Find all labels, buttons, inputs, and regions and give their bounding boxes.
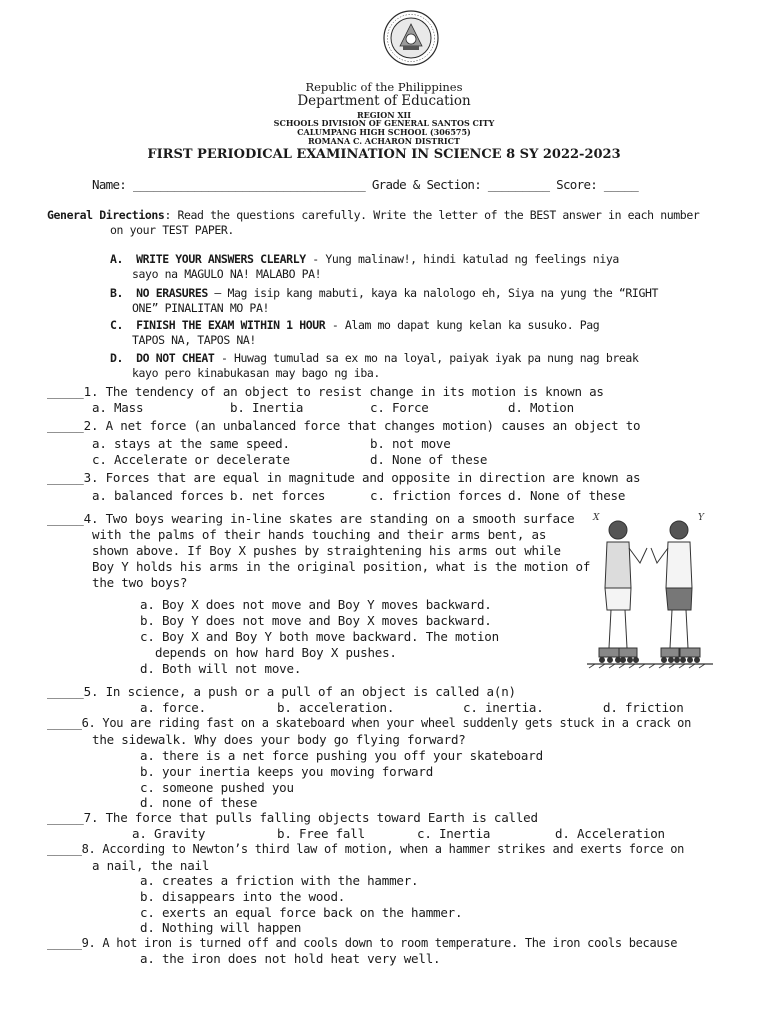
question-8: _____8. According to Newton’s third law of motion, when a hammer strikes and exerts force on (47, 842, 685, 856)
header-region: REGION XII (356, 110, 412, 120)
q4-line-5: the two boys? (92, 575, 188, 590)
question-2: _____2. A net force (an unbalanced force that changes motion) causes an object to (47, 418, 641, 433)
question-3: _____3. Forces that are equal in magnitude and opposite in direction are known as (47, 470, 641, 485)
q4-line-4: Boy Y holds his arms in the original position, what is the motion of (92, 559, 591, 574)
q4-line-3: shown above. If Boy X pushes by straightening his arms out while (92, 543, 561, 558)
directions-line-1 (47, 208, 699, 222)
header-republic: Republic of the Philippines (305, 80, 463, 94)
q8-choice-d: d. Nothing will happen (140, 920, 302, 935)
q2-choice-b: b. not move (370, 436, 451, 451)
directions-line-2: on your TEST PAPER. (110, 223, 234, 237)
q4-choice-b: b. Boy Y does not move and Boy X moves backward. (140, 613, 492, 628)
student-info-line: Name: __________________________________ Grade & Section: _________ Score: _____ (92, 177, 639, 192)
q2-choice-a: a. stays at the same speed. (92, 436, 290, 451)
rule-a-line-2: sayo na MAGULO NA! MALABO PA! (132, 267, 322, 281)
q1-choice-d: d. Motion (508, 400, 574, 415)
q3-choice-a: a. balanced forces (92, 488, 224, 503)
q8-choice-b: b. disappears into the wood. (140, 889, 346, 904)
q8-choice-a: a. creates a friction with the hammer. (140, 873, 419, 888)
two-boys-skates-figure (585, 508, 715, 673)
q3-choice-d: d. None of these (508, 488, 626, 503)
q7-choice-c: c. Inertia (417, 826, 491, 841)
rule-d: D. DO NOT CHEAT - Huwag tumulad sa ex mo na loyal, paiyak iyak pa nung nag break (110, 351, 639, 365)
q1-choice-a: a. Mass (92, 400, 144, 415)
q3-choice-c: c. friction forces (370, 488, 502, 503)
deped-seal-icon (383, 10, 439, 66)
q6-line-2: the sidewalk. Why does your body go flying forward? (92, 732, 466, 747)
header-school: CALUMPANG HIGH SCHOOL (306575) (297, 127, 471, 137)
q6-choice-c: c. someone pushed you (140, 780, 294, 795)
q5-choice-c: c. inertia. (463, 700, 544, 715)
q6-choice-b: b. your inertia keeps you moving forward (140, 764, 434, 779)
directions-text: : Read the questions carefully. Write the letter of the BEST answer in each number (164, 208, 700, 222)
boy-x-figure (599, 521, 647, 663)
q4-choice-c-cont: depends on how hard Boy X pushes. (155, 645, 397, 660)
q4-choice-d: d. Both will not move. (140, 661, 302, 676)
q5-choice-b: b. acceleration. (277, 700, 395, 715)
q5-choice-a: a. force. (140, 700, 206, 715)
q2-choice-c: c. Accelerate or decelerate (92, 452, 290, 467)
rule-c-line-2: TAPOS NA, TAPOS NA! (132, 333, 256, 347)
q1-choice-b: b. Inertia (230, 400, 304, 415)
figure-label-x: X (593, 513, 600, 523)
header-division: SCHOOLS DIVISION OF GENERAL SANTOS CITY (273, 118, 495, 128)
header-department: Department of Education (297, 93, 471, 109)
q7-choice-b: b. Free fall (277, 826, 365, 841)
rule-d-line-2: kayo pero kinabukasan may bago ng iba. (132, 366, 380, 380)
rule-a: A. WRITE YOUR ANSWERS CLEARLY - Yung malinaw!, hindi katulad ng feelings niya (110, 252, 619, 266)
q3-choice-b: b. net forces (230, 488, 326, 503)
q1-choice-c: c. Force (370, 400, 429, 415)
question-4: _____4. Two boys wearing in-line skates are standing on a smooth surface (47, 511, 575, 526)
q6-choice-d: d. none of these (140, 795, 258, 810)
figure-label-y: Y (698, 513, 704, 523)
q5-choice-d: d. friction (603, 700, 684, 715)
rule-b-line-2: ONE” PINALITAN MO PA! (132, 301, 269, 315)
question-5: _____5. In science, a push or a pull of an object is called a(n) (47, 684, 516, 699)
rule-c: C. FINISH THE EXAM WITHIN 1 HOUR - Alam mo dapat kung kelan ka susuko. Pag (110, 318, 600, 332)
directions-label: General Directions (47, 208, 165, 222)
q4-line-2: with the palms of their hands touching and their arms bent, as (92, 527, 547, 542)
exam-title: FIRST PERIODICAL EXAMINATION IN SCIENCE 8 SY 2022-2023 (147, 147, 621, 162)
question-7: _____7. The force that pulls falling objects toward Earth is called (47, 810, 538, 825)
question-1: _____1. The tendency of an object to resist change in its motion is known as (47, 384, 604, 399)
q4-choice-c: c. Boy X and Boy Y both move backward. The motion (140, 629, 499, 644)
q7-choice-a: a. Gravity (132, 826, 206, 841)
q9-choice-a: a. the iron does not hold heat very well. (140, 951, 441, 966)
rule-b: B. NO ERASURES – Mag isip kang mabuti, kaya ka nalologo eh, Siya na yung the “RIGHT (110, 286, 659, 300)
q7-choice-d: d. Acceleration (555, 826, 665, 841)
boy-y-figure (651, 521, 700, 663)
header-district: ROMANA C. ACHARON DISTRICT (308, 136, 460, 146)
question-6: _____6. You are riding fast on a skateboard when your wheel suddenly gets stuck in a crack on (47, 716, 692, 730)
q2-choice-d: d. None of these (370, 452, 488, 467)
q8-line-2: a nail, the nail (92, 858, 210, 873)
q6-choice-a: a. there is a net force pushing you off your skateboard (140, 748, 543, 763)
question-9: _____9. A hot iron is turned off and cools down to room temperature. The iron cools because (47, 936, 678, 950)
q4-choice-a: a. Boy X does not move and Boy Y moves backward. (140, 597, 492, 612)
q8-choice-c: c. exerts an equal force back on the hammer. (140, 905, 463, 920)
